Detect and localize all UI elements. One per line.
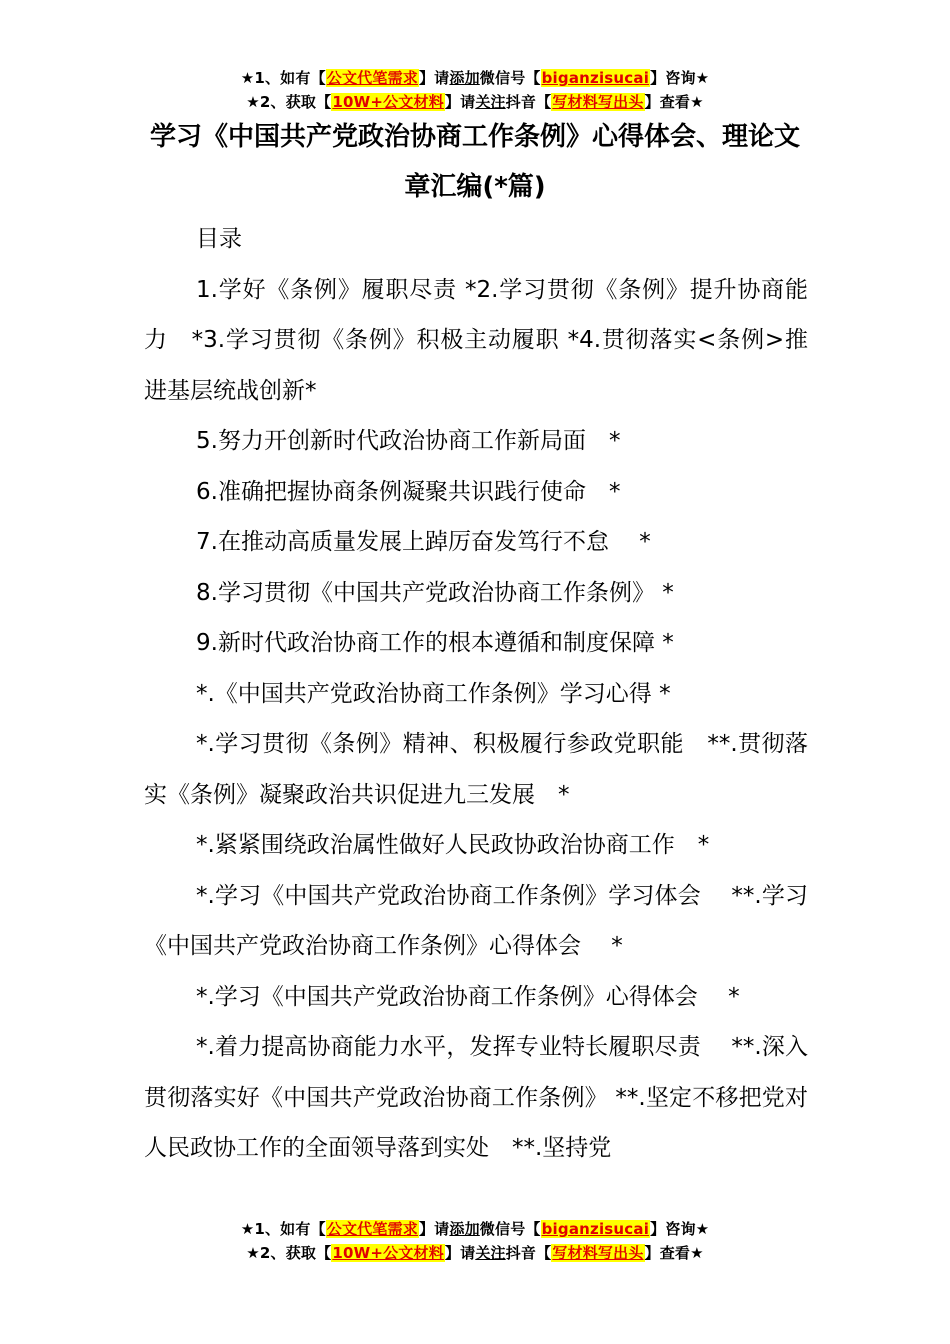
banner-highlight: 10W+公文材料 bbox=[332, 93, 444, 111]
toc-entry: 5.努力开创新时代政治协商工作新局面 * bbox=[196, 428, 621, 454]
banner-underlined-text: 添加 bbox=[449, 1220, 480, 1238]
banner-highlight: biganzisucai bbox=[541, 1220, 650, 1238]
footer-banner bbox=[0, 1217, 950, 1265]
banner-highlight: 写材料写出头 bbox=[552, 93, 644, 111]
banner-text: 】查看★ bbox=[644, 1244, 704, 1262]
banner-text: 抖音【 bbox=[505, 93, 552, 111]
banner-underlined-text: 添加 bbox=[449, 69, 480, 87]
document-title-line-1: 学习《中国共产党政治协商工作条例》心得体会、理论文 bbox=[149, 122, 800, 152]
toc-entry: 1.学好《条例》履职尽责 *2.学习贯彻《条例》提升协商能力 *3.学习贯彻《条例》积极主动履职 *4.贯彻落实<条例>推进基层统战创新* bbox=[144, 276, 808, 404]
toc-entry: *.紧紧围绕政治属性做好人民政协政治协商工作 * bbox=[196, 832, 710, 858]
document-title bbox=[140, 112, 810, 212]
banner-line-1 bbox=[0, 1217, 950, 1241]
banner-text: 】请 bbox=[418, 69, 450, 87]
toc-entry: 6.准确把握协商条例凝聚共识践行使命 * bbox=[196, 478, 621, 505]
banner-text: ★1、如有【 bbox=[240, 1220, 326, 1238]
toc-entry: *.《中国共产党政治协商工作条例》学习心得 * bbox=[196, 680, 671, 707]
toc-entry: 8.学习贯彻《中国共产党政治协商工作条例》 * bbox=[196, 579, 674, 606]
banner-highlight: 10W+公文材料 bbox=[332, 1244, 444, 1262]
header-banner bbox=[0, 66, 950, 114]
banner-line-1 bbox=[0, 66, 950, 90]
banner-highlight: biganzisucai bbox=[541, 69, 650, 87]
document-title-line-2: 章汇编(*篇) bbox=[404, 172, 546, 202]
banner-text: ★2、获取【 bbox=[246, 93, 332, 111]
banner-line-2 bbox=[0, 90, 950, 114]
toc-entry: *.学习《中国共产党政治协商工作条例》心得体会 * bbox=[196, 983, 740, 1010]
banner-text: ★2、获取【 bbox=[246, 1244, 332, 1262]
toc-entry: 7.在推动高质量发展上踔厉奋发笃行不怠 * bbox=[196, 529, 651, 555]
toc-entry: *.学习《中国共产党政治协商工作条例》学习体会 **.学习《中国共产党政治协商工作条例》心得体会 * bbox=[144, 882, 808, 959]
document-body bbox=[144, 214, 808, 1169]
banner-text: 】咨询★ bbox=[650, 1220, 710, 1238]
banner-text: 】查看★ bbox=[644, 93, 704, 111]
toc-heading: 目录 bbox=[196, 226, 242, 252]
banner-text: 微信号【 bbox=[479, 1220, 541, 1238]
banner-underlined-text: 关注 bbox=[475, 93, 506, 111]
banner-highlight: 写材料写出头 bbox=[552, 1244, 644, 1262]
banner-text: ★1、如有【 bbox=[240, 69, 326, 87]
banner-text: 抖音【 bbox=[505, 1244, 552, 1262]
banner-text: 】咨询★ bbox=[650, 69, 710, 87]
banner-text: 微信号【 bbox=[479, 69, 541, 87]
toc-entry: 9.新时代政治协商工作的根本遵循和制度保障 * bbox=[196, 630, 674, 656]
banner-highlight: 公文代笔需求 bbox=[326, 69, 418, 87]
banner-highlight: 公文代笔需求 bbox=[326, 1220, 418, 1238]
banner-underlined-text: 关注 bbox=[475, 1244, 506, 1262]
banner-line-2 bbox=[0, 1241, 950, 1265]
toc-entry: *.学习贯彻《条例》精神、积极履行参政党职能 **.贯彻落实《条例》凝聚政治共识促进九三发展 * bbox=[144, 731, 808, 808]
banner-text: 】请 bbox=[418, 1220, 450, 1238]
toc-entry: *.着力提高协商能力水平，发挥专业特长履职尽责 **.深入贯彻落实好《中国共产党政治协商工作条例》 **.坚定不移把党对人民政协工作的全面领导落到实处 **.坚持党 bbox=[144, 1034, 808, 1161]
banner-text: 】请 bbox=[444, 93, 476, 111]
banner-text: 】请 bbox=[444, 1244, 476, 1262]
